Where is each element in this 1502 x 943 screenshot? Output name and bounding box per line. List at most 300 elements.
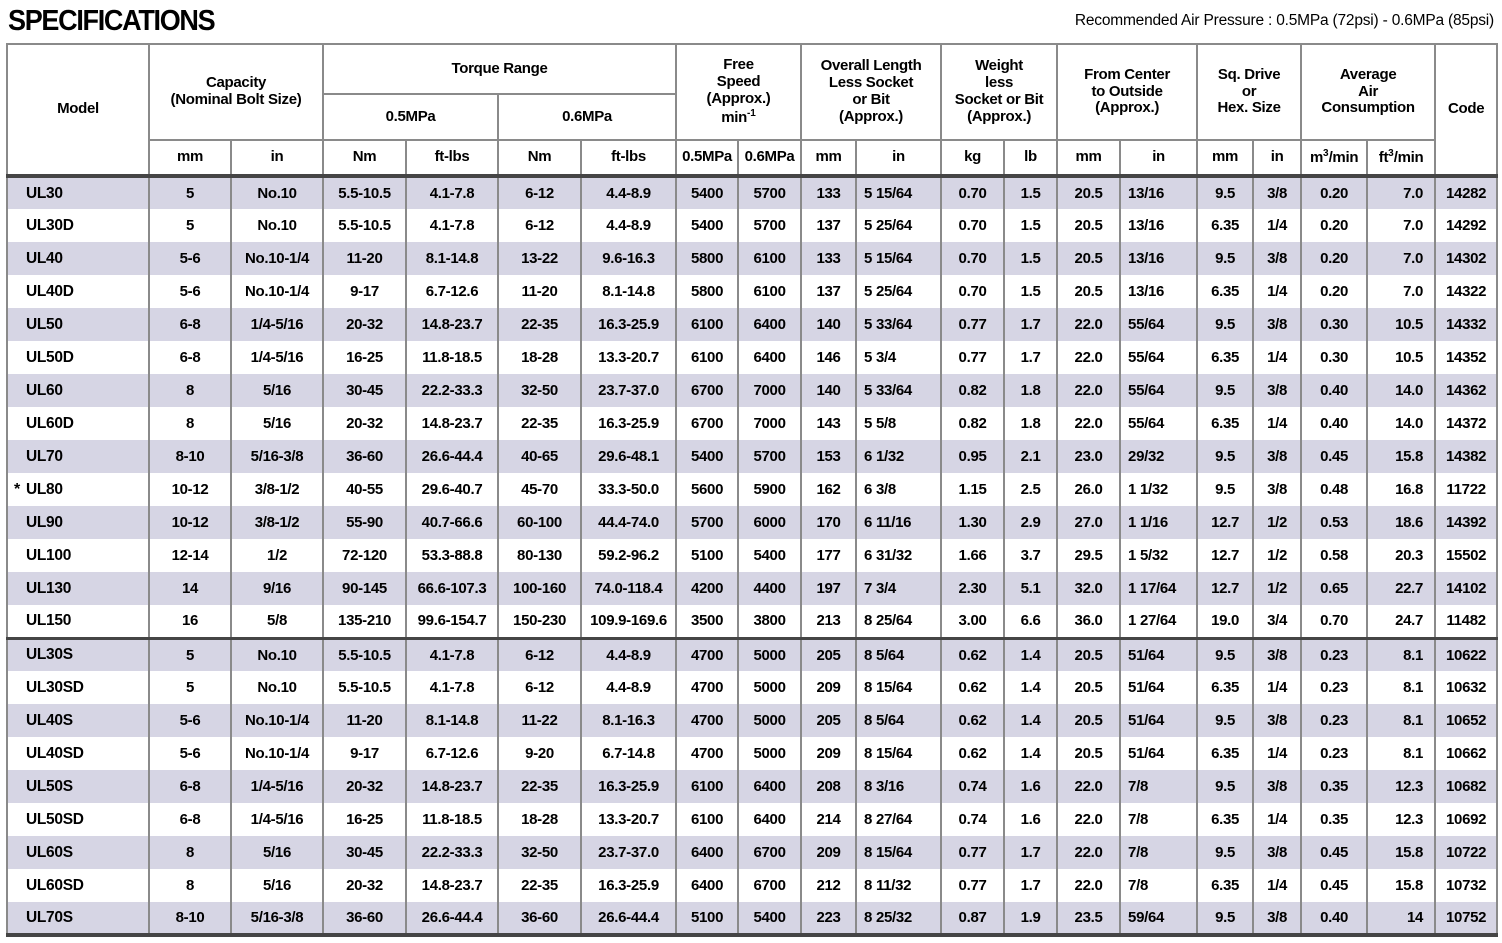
cell-weight_kg: 1.66 (941, 539, 1004, 572)
cell-fromcenter_mm: 26.0 (1057, 473, 1120, 506)
cell-weight_lb: 1.5 (1004, 209, 1057, 242)
model-label: UL40D (26, 282, 74, 300)
cell-torque06_ftlbs: 26.6-44.4 (581, 902, 676, 935)
cell-torque05_nm: 90-145 (323, 572, 406, 605)
unit-sq-in: in (1253, 140, 1301, 176)
cell-freespeed_06mpa: 5400 (738, 902, 801, 935)
cell-torque06_ftlbs: 13.3-20.7 (581, 341, 676, 374)
cell-air_ft3min: 15.8 (1367, 836, 1435, 869)
cell-capacity_in: 1/4-5/16 (231, 341, 323, 374)
cell-torque05_nm: 40-55 (323, 473, 406, 506)
cell-fromcenter_mm: 20.5 (1057, 704, 1120, 737)
cell-weight_kg: 0.62 (941, 671, 1004, 704)
cell-weight_lb: 2.5 (1004, 473, 1057, 506)
cell-torque05_nm: 9-17 (323, 275, 406, 308)
table-row (7, 803, 1497, 836)
spec-table-body (7, 176, 1497, 935)
cell-overall_mm: 213 (801, 605, 856, 638)
unit-weight-kg: kg (941, 140, 1004, 176)
cell-sq_in: 1/4 (1253, 407, 1301, 440)
cell-torque06_ftlbs: 16.3-25.9 (581, 308, 676, 341)
model-cell (7, 638, 149, 671)
cell-overall_mm: 177 (801, 539, 856, 572)
cell-freespeed_06mpa: 6400 (738, 770, 801, 803)
cell-torque05_ftlbs: 26.6-44.4 (406, 440, 498, 473)
cell-air_m3min: 0.35 (1301, 803, 1367, 836)
cell-torque06_ftlbs: 4.4-8.9 (581, 209, 676, 242)
cell-torque06_nm: 18-28 (498, 341, 581, 374)
cell-overall_in: 8 25/32 (856, 902, 941, 935)
cell-fromcenter_in: 51/64 (1120, 737, 1197, 770)
cell-overall_in: 8 15/64 (856, 836, 941, 869)
cell-weight_kg: 0.77 (941, 308, 1004, 341)
cell-torque06_ftlbs: 16.3-25.9 (581, 869, 676, 902)
header-from-center: From Center to Outside (Approx.) (1057, 44, 1197, 140)
cell-weight_lb: 1.4 (1004, 704, 1057, 737)
cell-air_ft3min: 7.0 (1367, 209, 1435, 242)
header-free-speed: Free Speed (Approx.) $\min^{-1}$ (676, 44, 801, 140)
table-row (7, 242, 1497, 275)
header-sq-drive: Sq. Drive or Hex. Size (1197, 44, 1301, 140)
cell-sq_mm: 12.7 (1197, 506, 1253, 539)
unit-air-ft3min: $ft^3/\min$ (1367, 140, 1435, 176)
model-cell (7, 407, 149, 440)
code-cell: 14392 (1435, 506, 1497, 539)
table-row (7, 506, 1497, 539)
model-cell (7, 671, 149, 704)
cell-weight_lb: 1.8 (1004, 374, 1057, 407)
cell-fromcenter_mm: 36.0 (1057, 605, 1120, 638)
spec-table (6, 43, 1498, 937)
unit-torque06-ftlbs: ft-lbs (581, 140, 676, 176)
model-label: UL50 (26, 315, 63, 333)
cell-freespeed_05mpa: 6100 (676, 308, 738, 341)
table-row (7, 374, 1497, 407)
cell-weight_kg: 0.74 (941, 770, 1004, 803)
cell-torque05_ftlbs: 8.1-14.8 (406, 242, 498, 275)
cell-sq_mm: 6.35 (1197, 737, 1253, 770)
cell-sq_mm: 9.5 (1197, 473, 1253, 506)
cell-weight_lb: 1.7 (1004, 869, 1057, 902)
cell-sq_mm: 6.35 (1197, 407, 1253, 440)
cell-torque06_ftlbs: 4.4-8.9 (581, 176, 676, 209)
cell-torque05_ftlbs: 6.7-12.6 (406, 275, 498, 308)
code-cell: 14382 (1435, 440, 1497, 473)
cell-torque06_ftlbs: 23.7-37.0 (581, 836, 676, 869)
cell-freespeed_05mpa: 5400 (676, 176, 738, 209)
table-row (7, 473, 1497, 506)
cell-torque06_nm: 6-12 (498, 176, 581, 209)
cell-overall_in: 8 25/64 (856, 605, 941, 638)
cell-weight_lb: 1.5 (1004, 176, 1057, 209)
model-label: UL40 (26, 249, 63, 267)
table-row (7, 407, 1497, 440)
model-cell (7, 704, 149, 737)
cell-overall_mm: 143 (801, 407, 856, 440)
cell-torque06_nm: 100-160 (498, 572, 581, 605)
cell-torque05_nm: 135-210 (323, 605, 406, 638)
cell-torque06_ftlbs: 16.3-25.9 (581, 770, 676, 803)
model-label: UL150 (26, 611, 72, 629)
unit-freespeed-06mpa: 0.6MPa (738, 140, 801, 176)
unit-capacity-mm: mm (149, 140, 231, 176)
cell-sq_mm: 12.7 (1197, 572, 1253, 605)
cell-freespeed_05mpa: 6100 (676, 770, 738, 803)
cell-torque05_ftlbs: 22.2-33.3 (406, 836, 498, 869)
table-row (7, 275, 1497, 308)
cell-torque05_nm: 16-25 (323, 341, 406, 374)
cell-sq_mm: 19.0 (1197, 605, 1253, 638)
cell-sq_in: 1/2 (1253, 572, 1301, 605)
cell-torque05_nm: 30-45 (323, 836, 406, 869)
cell-freespeed_05mpa: 4200 (676, 572, 738, 605)
cell-overall_mm: 137 (801, 275, 856, 308)
cell-air_m3min: 0.40 (1301, 902, 1367, 935)
cell-weight_lb: 1.6 (1004, 803, 1057, 836)
unit-fromcenter-in: in (1120, 140, 1197, 176)
cell-air_m3min: 0.45 (1301, 869, 1367, 902)
cell-capacity_in: 9/16 (231, 572, 323, 605)
model-label: UL30 (26, 184, 63, 202)
cell-fromcenter_in: 7/8 (1120, 770, 1197, 803)
cell-freespeed_05mpa: 6400 (676, 836, 738, 869)
cell-torque05_ftlbs: 40.7-66.6 (406, 506, 498, 539)
cell-freespeed_06mpa: 5400 (738, 539, 801, 572)
cell-freespeed_06mpa: 6000 (738, 506, 801, 539)
cell-overall_in: 5 5/8 (856, 407, 941, 440)
cell-capacity_in: 1/4-5/16 (231, 803, 323, 836)
cell-air_ft3min: 15.8 (1367, 440, 1435, 473)
cell-weight_kg: 0.62 (941, 638, 1004, 671)
cell-torque05_ftlbs: 8.1-14.8 (406, 704, 498, 737)
model-label: UL60S (26, 843, 73, 861)
cell-overall_in: 6 31/32 (856, 539, 941, 572)
cell-air_ft3min: 14 (1367, 902, 1435, 935)
code-cell: 14302 (1435, 242, 1497, 275)
cell-torque05_nm: 20-32 (323, 770, 406, 803)
cell-weight_lb: 6.6 (1004, 605, 1057, 638)
cell-weight_kg: 0.95 (941, 440, 1004, 473)
cell-air_m3min: 0.30 (1301, 308, 1367, 341)
code-cell: 10732 (1435, 869, 1497, 902)
cell-freespeed_06mpa: 6700 (738, 836, 801, 869)
asterisk-marker: * (14, 481, 20, 498)
cell-capacity_in: 5/16 (231, 407, 323, 440)
cell-torque05_nm: 11-20 (323, 704, 406, 737)
cell-fromcenter_mm: 22.0 (1057, 869, 1120, 902)
cell-fromcenter_in: 1 17/64 (1120, 572, 1197, 605)
cell-sq_in: 1/4 (1253, 209, 1301, 242)
cell-fromcenter_mm: 22.0 (1057, 836, 1120, 869)
cell-torque06_ftlbs: 44.4-74.0 (581, 506, 676, 539)
cell-torque06_ftlbs: 8.1-16.3 (581, 704, 676, 737)
model-label: UL60 (26, 381, 63, 399)
cell-freespeed_05mpa: 4700 (676, 704, 738, 737)
cell-torque05_nm: 55-90 (323, 506, 406, 539)
cell-sq_in: 1/4 (1253, 275, 1301, 308)
cell-torque05_nm: 11-20 (323, 242, 406, 275)
cell-overall_in: 6 3/8 (856, 473, 941, 506)
model-label: UL70S (26, 908, 73, 926)
cell-sq_mm: 9.5 (1197, 374, 1253, 407)
cell-weight_kg: 0.82 (941, 407, 1004, 440)
cell-torque05_ftlbs: 14.8-23.7 (406, 770, 498, 803)
table-row (7, 176, 1497, 209)
cell-air_ft3min: 22.7 (1367, 572, 1435, 605)
cell-sq_mm: 9.5 (1197, 638, 1253, 671)
cell-capacity_in: 1/2 (231, 539, 323, 572)
cell-fromcenter_in: 29/32 (1120, 440, 1197, 473)
cell-overall_mm: 162 (801, 473, 856, 506)
cell-overall_mm: 170 (801, 506, 856, 539)
cell-weight_kg: 0.74 (941, 803, 1004, 836)
cell-overall_in: 5 25/64 (856, 209, 941, 242)
model-label: UL50D (26, 348, 74, 366)
header-code: Code (1435, 44, 1497, 176)
model-cell (7, 506, 149, 539)
cell-sq_mm: 6.35 (1197, 803, 1253, 836)
cell-overall_in: 8 5/64 (856, 638, 941, 671)
model-cell (7, 242, 149, 275)
model-label: UL50SD (26, 810, 84, 828)
cell-torque05_ftlbs: 66.6-107.3 (406, 572, 498, 605)
unit-overall-in: in (856, 140, 941, 176)
unit-sq-mm: mm (1197, 140, 1253, 176)
cell-weight_lb: 1.7 (1004, 308, 1057, 341)
cell-torque06_nm: 11-22 (498, 704, 581, 737)
cell-torque05_nm: 20-32 (323, 308, 406, 341)
cell-capacity_in: No.10 (231, 176, 323, 209)
model-label: UL100 (26, 546, 72, 564)
cell-air_m3min: 0.48 (1301, 473, 1367, 506)
cell-weight_kg: 0.82 (941, 374, 1004, 407)
cell-torque06_ftlbs: 13.3-20.7 (581, 803, 676, 836)
cell-freespeed_05mpa: 5400 (676, 209, 738, 242)
code-cell: 10752 (1435, 902, 1497, 935)
cell-fromcenter_in: 7/8 (1120, 803, 1197, 836)
cell-capacity_mm: 5-6 (149, 704, 231, 737)
cell-fromcenter_mm: 32.0 (1057, 572, 1120, 605)
cell-sq_in: 1/4 (1253, 869, 1301, 902)
cell-weight_lb: 2.9 (1004, 506, 1057, 539)
model-cell (7, 605, 149, 638)
cell-sq_mm: 9.5 (1197, 704, 1253, 737)
model-label: UL50S (26, 777, 73, 795)
table-row (7, 539, 1497, 572)
cell-torque05_nm: 30-45 (323, 374, 406, 407)
model-cell (7, 572, 149, 605)
cell-sq_in: 3/8 (1253, 374, 1301, 407)
cell-air_ft3min: 12.3 (1367, 803, 1435, 836)
cell-capacity_mm: 6-8 (149, 308, 231, 341)
cell-overall_mm: 205 (801, 704, 856, 737)
cell-sq_in: 3/8 (1253, 242, 1301, 275)
cell-fromcenter_mm: 22.0 (1057, 341, 1120, 374)
top-bar (0, 0, 1502, 43)
cell-air_ft3min: 14.0 (1367, 407, 1435, 440)
cell-overall_in: 8 11/32 (856, 869, 941, 902)
cell-torque05_ftlbs: 14.8-23.7 (406, 869, 498, 902)
cell-freespeed_05mpa: 6700 (676, 407, 738, 440)
cell-overall_mm: 153 (801, 440, 856, 473)
cell-fromcenter_in: 59/64 (1120, 902, 1197, 935)
cell-overall_mm: 133 (801, 242, 856, 275)
cell-air_m3min: 0.20 (1301, 176, 1367, 209)
cell-torque06_ftlbs: 16.3-25.9 (581, 407, 676, 440)
cell-capacity_mm: 8 (149, 836, 231, 869)
cell-overall_in: 5 3/4 (856, 341, 941, 374)
cell-freespeed_06mpa: 6100 (738, 242, 801, 275)
cell-fromcenter_mm: 22.0 (1057, 374, 1120, 407)
cell-weight_lb: 1.8 (1004, 407, 1057, 440)
cell-torque05_nm: 5.5-10.5 (323, 638, 406, 671)
cell-torque05_ftlbs: 4.1-7.8 (406, 209, 498, 242)
cell-fromcenter_mm: 22.0 (1057, 407, 1120, 440)
cell-fromcenter_mm: 22.0 (1057, 803, 1120, 836)
cell-torque05_nm: 5.5-10.5 (323, 209, 406, 242)
model-cell (7, 473, 149, 506)
cell-freespeed_05mpa: 4700 (676, 638, 738, 671)
model-cell (7, 803, 149, 836)
cell-sq_mm: 9.5 (1197, 770, 1253, 803)
cell-freespeed_05mpa: 6400 (676, 869, 738, 902)
cell-capacity_mm: 8 (149, 407, 231, 440)
cell-sq_in: 1/4 (1253, 671, 1301, 704)
cell-fromcenter_mm: 22.0 (1057, 308, 1120, 341)
cell-freespeed_06mpa: 3800 (738, 605, 801, 638)
cell-fromcenter_in: 55/64 (1120, 341, 1197, 374)
cell-air_ft3min: 10.5 (1367, 341, 1435, 374)
cell-sq_mm: 6.35 (1197, 341, 1253, 374)
cell-torque06_nm: 150-230 (498, 605, 581, 638)
cell-air_m3min: 0.20 (1301, 242, 1367, 275)
cell-freespeed_06mpa: 5700 (738, 209, 801, 242)
cell-air_ft3min: 14.0 (1367, 374, 1435, 407)
air-pressure-note: Recommended Air Pressure : 0.5MPa (72psi) - 0.6MPa (85psi) (1074, 12, 1494, 29)
cell-capacity_in: 1/4-5/16 (231, 308, 323, 341)
cell-sq_in: 3/8 (1253, 473, 1301, 506)
cell-air_m3min: 0.30 (1301, 341, 1367, 374)
model-label: UL40SD (26, 744, 84, 762)
cell-overall_mm: 208 (801, 770, 856, 803)
cell-torque05_nm: 20-32 (323, 869, 406, 902)
cell-sq_mm: 9.5 (1197, 308, 1253, 341)
cell-torque06_nm: 22-35 (498, 308, 581, 341)
cell-sq_in: 3/8 (1253, 902, 1301, 935)
cell-freespeed_05mpa: 5800 (676, 275, 738, 308)
cell-freespeed_06mpa: 5900 (738, 473, 801, 506)
cell-overall_mm: 137 (801, 209, 856, 242)
table-row (7, 638, 1497, 671)
cell-freespeed_05mpa: 3500 (676, 605, 738, 638)
cell-torque06_ftlbs: 23.7-37.0 (581, 374, 676, 407)
code-cell: 11482 (1435, 605, 1497, 638)
cell-torque05_nm: 16-25 (323, 803, 406, 836)
cell-torque06_nm: 32-50 (498, 374, 581, 407)
cell-freespeed_05mpa: 4700 (676, 671, 738, 704)
cell-air_m3min: 0.23 (1301, 671, 1367, 704)
cell-torque05_ftlbs: 6.7-12.6 (406, 737, 498, 770)
cell-overall_in: 8 3/16 (856, 770, 941, 803)
cell-sq_in: 1/2 (1253, 539, 1301, 572)
cell-torque05_ftlbs: 14.8-23.7 (406, 407, 498, 440)
cell-fromcenter_in: 13/16 (1120, 209, 1197, 242)
cell-weight_kg: 0.62 (941, 704, 1004, 737)
cell-torque06_nm: 18-28 (498, 803, 581, 836)
cell-capacity_mm: 5 (149, 671, 231, 704)
cell-overall_mm: 205 (801, 638, 856, 671)
cell-overall_mm: 209 (801, 836, 856, 869)
table-row (7, 572, 1497, 605)
code-cell: 10632 (1435, 671, 1497, 704)
cell-sq_in: 3/8 (1253, 836, 1301, 869)
cell-overall_mm: 146 (801, 341, 856, 374)
cell-fromcenter_mm: 20.5 (1057, 176, 1120, 209)
model-cell (7, 176, 149, 209)
cell-freespeed_06mpa: 5000 (738, 638, 801, 671)
code-cell: 10622 (1435, 638, 1497, 671)
cell-capacity_in: No.10-1/4 (231, 275, 323, 308)
header-overall-length: Overall Length Less Socket or Bit (Approx.) (801, 44, 941, 140)
cell-fromcenter_in: 55/64 (1120, 374, 1197, 407)
table-row (7, 737, 1497, 770)
cell-fromcenter_mm: 29.5 (1057, 539, 1120, 572)
cell-torque05_ftlbs: 22.2-33.3 (406, 374, 498, 407)
cell-overall_in: 6 1/32 (856, 440, 941, 473)
cell-torque05_nm: 9-17 (323, 737, 406, 770)
cell-overall_in: 5 33/64 (856, 308, 941, 341)
cell-freespeed_06mpa: 6400 (738, 803, 801, 836)
cell-freespeed_06mpa: 5000 (738, 737, 801, 770)
cell-capacity_in: No.10-1/4 (231, 737, 323, 770)
cell-freespeed_06mpa: 7000 (738, 407, 801, 440)
cell-capacity_mm: 5-6 (149, 242, 231, 275)
cell-torque06_nm: 6-12 (498, 209, 581, 242)
cell-capacity_mm: 5 (149, 638, 231, 671)
cell-fromcenter_in: 13/16 (1120, 176, 1197, 209)
cell-freespeed_05mpa: 6100 (676, 803, 738, 836)
cell-air_m3min: 0.23 (1301, 737, 1367, 770)
cell-torque06_ftlbs: 8.1-14.8 (581, 275, 676, 308)
cell-sq_mm: 6.35 (1197, 275, 1253, 308)
cell-overall_in: 8 5/64 (856, 704, 941, 737)
model-label: UL30D (26, 216, 74, 234)
cell-sq_mm: 6.35 (1197, 869, 1253, 902)
table-row (7, 341, 1497, 374)
cell-overall_in: 8 27/64 (856, 803, 941, 836)
cell-capacity_in: 3/8-1/2 (231, 506, 323, 539)
cell-capacity_in: No.10-1/4 (231, 704, 323, 737)
cell-overall_mm: 140 (801, 308, 856, 341)
header-air-consumption: Average Air Consumption (1301, 44, 1435, 140)
cell-air_ft3min: 7.0 (1367, 242, 1435, 275)
cell-air_ft3min: 24.7 (1367, 605, 1435, 638)
cell-freespeed_06mpa: 6400 (738, 341, 801, 374)
cell-fromcenter_in: 1 5/32 (1120, 539, 1197, 572)
cell-air_m3min: 0.70 (1301, 605, 1367, 638)
header-model: Model (7, 44, 149, 176)
cell-weight_kg: 1.15 (941, 473, 1004, 506)
cell-torque06_nm: 40-65 (498, 440, 581, 473)
cell-capacity_mm: 8-10 (149, 902, 231, 935)
cell-freespeed_06mpa: 6100 (738, 275, 801, 308)
cell-capacity_in: 5/16 (231, 374, 323, 407)
model-label: UL30S (26, 646, 73, 664)
cell-torque06_nm: 6-12 (498, 671, 581, 704)
model-label: UL60SD (26, 876, 84, 894)
cell-sq_in: 1/4 (1253, 737, 1301, 770)
code-cell: 14372 (1435, 407, 1497, 440)
